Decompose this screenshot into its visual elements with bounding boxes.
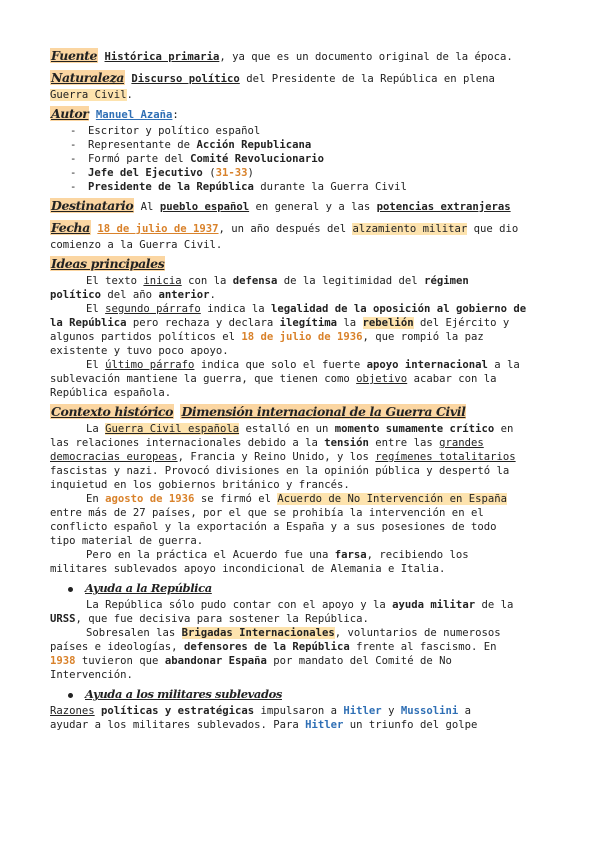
- list-item: - Presidente de la República durante la Guerra Civil: [50, 180, 555, 194]
- fecha-date: 18 de julio de 1937: [97, 223, 219, 235]
- fuente-line: Fuente Histórica primaria, ya que es un documento original de la época.: [51, 48, 513, 63]
- fuente-value: Histórica primaria: [104, 51, 220, 63]
- paragraph: Pero en la práctica el Acuerdo fue una farsa, recibiendo los: [86, 549, 469, 561]
- fecha-line: Fecha 18 de julio de 1937, un año después del alzamiento militar que dio: [51, 220, 519, 235]
- naturaleza-value: Discurso político: [131, 73, 240, 85]
- naturaleza-line: Naturaleza Discurso político del Presidente de la República en plena: [51, 70, 495, 85]
- contexto-heading: Contexto histórico Dimensión internacional de la Guerra Civil: [51, 404, 466, 419]
- naturaleza-label: Naturaleza: [51, 70, 124, 85]
- paragraph: En agosto de 1936 se firmó el Acuerdo de No Intervención en España: [86, 493, 507, 505]
- destinatario-label: Destinatario: [51, 198, 134, 213]
- autor-label: Autor: [51, 106, 89, 121]
- autor-name: Manuel Azaña: [95, 109, 173, 121]
- ideas-heading: Ideas principales: [51, 256, 165, 271]
- bullet-heading-ayuda-militares: Ayuda a los militares sublevados: [50, 684, 555, 704]
- bullet-icon: [68, 693, 73, 698]
- fecha-label: Fecha: [51, 220, 90, 235]
- paragraph: Sobresalen las Brigadas Internacionales, voluntarios de numerosos: [86, 627, 501, 639]
- list-item: - Escritor y político español: [50, 124, 555, 138]
- fuente-label: Fuente: [51, 48, 98, 63]
- document-page: Fuente Histórica primaria, ya que es un documento original de la época. Naturaleza Discurso político del Presidente de la República en plena Guerra Civil. Autor Manuel Azaña: - Escritor y político español - Representante de Acción Republicana - Formó parte del Comité Revolucionario - Jefe del Ejecutivo (31-33) - Presidente de la República durante la Guerra Civil Destinatario Al pueblo español en general y a las potencias extranjeras Fecha 18 de julio de 1937, un año después del alzamiento militar que dio comienzo a la Guerra Civil. Ideas principales El texto inicia con la defensa de la legitimidad del régimen político del año anterior. El segundo párrafo indica la legalidad de la oposición al gobierno de la República pero rechaza y declara ilegítima la rebelión del Ejército y algunos partidos políticos el 18 de julio de 1936, que rompió la paz existente y tuvo poco apoyo. El último párrafo indica que solo el fuerte apoyo internacional a la sublevación mantiene la guerra, que tienen como objetivo acabar con la República española. Contexto histórico Dimensión internacional de la Guerra Civil La Guerra Civil española estalló en un momento sumamente crítico en las relaciones internacionales debido a la tensión entre las grandes democracias europeas, Francia y Reino Unido, y los regímenes totalitarios fascistas y nazi. Provocó divisiones en la opinión pública y despertó la inquietud en los gobiernos británico y francés. En agosto de 1936 se firmó el Acuerdo de No Intervención en España entre más de 27 países, por el que se prohibía la intervención en el conflicto español y la exportación a España y a sus posesiones de todo tipo material de guerra. Pero en la práctica el Acuerdo fue una farsa, recibiendo los militares sublevados apoyo incondicional de Alemania e Italia. Ayuda a la República La República sólo pudo contar con el apoyo y la ayuda militar de la URSS, que fue decisiva para sostener la República. Sobresalen las Brigadas Internacionales, voluntarios de numerosos países e ideologías, defensores de la República frente al fascismo. En 1938 tuvieron que abandonar España por mandato del Comité de No Intervención. Ayuda a los militares sublevados Razones políticas y estratégicas impulsaron a Hitler y Mussolini a ayudar a los militares sublevados. Para Hitler un triunfo del golpe: [50, 44, 555, 732]
- paragraph: El último párrafo indica que solo el fuerte apoyo internacional a la: [86, 359, 520, 371]
- paragraph: La Guerra Civil española estalló en un momento sumamente crítico en: [86, 423, 514, 435]
- destinatario-line: Destinatario Al pueblo español en general y a las potencias extranjeras: [51, 198, 511, 213]
- list-item: - Jefe del Ejecutivo (31-33): [50, 166, 555, 180]
- bullet-heading-ayuda-republica: Ayuda a la República: [50, 578, 555, 598]
- paragraph: El texto inicia con la defensa de la legitimidad del régimen: [86, 275, 469, 287]
- autor-line: Autor Manuel Azaña:: [51, 106, 179, 121]
- paragraph: La República sólo pudo contar con el apoyo y la ayuda militar de la: [86, 599, 514, 611]
- bullet-icon: [68, 587, 73, 592]
- paragraph: El segundo párrafo indica la legalidad de la oposición al gobierno de: [86, 303, 527, 315]
- paragraph: Razones políticas y estratégicas impulsaron a Hitler y Mussolini a: [50, 705, 472, 717]
- list-item: - Formó parte del Comité Revolucionario: [50, 152, 555, 166]
- list-item: - Representante de Acción Republicana: [50, 138, 555, 152]
